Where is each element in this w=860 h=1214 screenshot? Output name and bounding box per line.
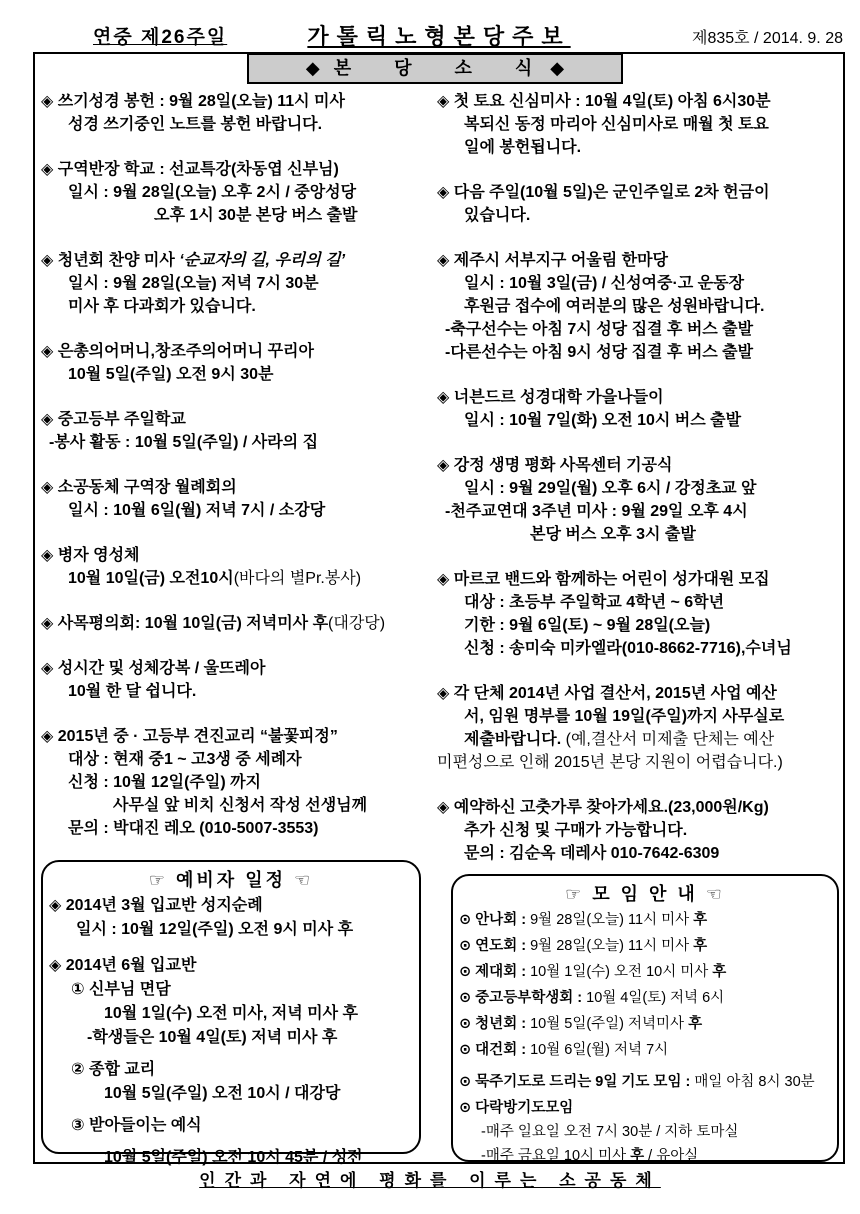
text-line (459, 1038, 831, 1062)
bulletin-item (41, 158, 437, 227)
text-line (437, 477, 841, 500)
text-segment: ◈ 중고등부 주일학교 (41, 411, 186, 428)
footer-motto: 인간과 자연에 평화를 이루는 소공동체 (199, 1171, 661, 1190)
text-line (49, 1082, 413, 1106)
text-line (437, 181, 841, 204)
text-segment: 신청 : 송미숙 미카엘라(010-8662-7716),수녀님 (464, 640, 792, 657)
text-segment: ◈ 마르코 밴드와 함께하는 어린이 성가대원 모집 (437, 571, 770, 588)
bulletin-item (41, 249, 437, 318)
text-line (437, 591, 841, 614)
right-column (437, 90, 841, 887)
text-line (41, 544, 437, 567)
text-line (41, 817, 437, 840)
text-segment: 문의 : 김순옥 데레사 010-7642-6309 (464, 845, 720, 862)
text-line (41, 771, 437, 794)
text-segment: 10월 10일(금) 오전10시 (68, 570, 234, 587)
text-line (49, 954, 413, 978)
text-segment: -천주교연대 3주년 미사 : 9월 29일 오후 4시 (445, 503, 748, 520)
text-segment: 미사 후 다과회가 있습니다. (68, 298, 256, 315)
text-segment: 일시 : 10월 12일(주일) 오전 9시 미사 후 (76, 921, 354, 938)
main-content-box (33, 52, 845, 1164)
text-segment: ◈ 구역반장 학교 : 선교특강(차동엽 신부님) (41, 161, 339, 178)
text-segment: (예,결산서 미제출 단체는 예산 (565, 731, 775, 748)
text-segment: ◈ 너븐드르 성경대학 가을나들이 (437, 389, 664, 406)
text-line (437, 386, 841, 409)
bulletin-item (459, 1096, 831, 1168)
text-segment: 일시 : 9월 29일(월) 오후 6시 / 강정초교 앞 (464, 480, 757, 497)
text-segment: 10월 4일(토) 저녁 6시 (586, 990, 725, 1006)
text-line (49, 1002, 413, 1026)
bulletin-item (459, 986, 831, 1010)
text-line (49, 1058, 413, 1082)
text-line (459, 1120, 831, 1144)
text-line (437, 796, 841, 819)
text-line (437, 682, 841, 705)
bulletin-item (41, 340, 437, 386)
bulletin-item (41, 657, 437, 703)
bulletin-item (459, 1070, 831, 1094)
text-segment: 10월 한 달 쉽니다. (68, 683, 197, 700)
text-line (41, 748, 437, 771)
text-line (459, 934, 831, 958)
section-title-banner (247, 53, 623, 84)
text-segment: ◈ 제주시 서부지구 어울림 한마당 (437, 252, 669, 269)
text-segment: (바다의 별Pr.봉사) (233, 570, 362, 587)
text-line (437, 454, 841, 477)
text-segment: 대상 : 현재 중1 ~ 고3생 중 세례자 (68, 751, 302, 768)
bulletin-item (41, 476, 437, 522)
text-segment: ◈ 다음 주일(10월 5일)은 군인주일로 2차 헌금이 (437, 184, 770, 201)
text-segment: ◈ 소공동체 구역장 월례회의 (41, 479, 237, 496)
issue-number-date: 제835호 / 2014. 9. 28 (691, 30, 843, 47)
text-segment: -축구선수는 아침 7시 성당 집결 후 버스 출발 (445, 321, 754, 338)
text-line (49, 918, 413, 942)
text-segment: ◈ 병자 영성체 (41, 547, 140, 564)
bulletin-item (41, 408, 437, 454)
bulletin-item (41, 725, 437, 840)
bulletin-item (437, 454, 841, 546)
text-line (437, 113, 841, 136)
text-line (459, 986, 831, 1010)
text-line (437, 523, 841, 546)
text-line (437, 409, 841, 432)
text-segment: ◈ 사목평의회: 10월 10일(금) 저녁미사 후 (41, 615, 329, 632)
meeting-box-title: ☞ 모 임 안 내 ☜ (565, 884, 725, 904)
text-line (41, 181, 437, 204)
text-line (437, 272, 841, 295)
text-line (41, 657, 437, 680)
text-line (459, 1144, 831, 1168)
text-segment: 후 (688, 1016, 703, 1032)
text-segment: 후 (712, 964, 727, 980)
text-segment: 10월 1일(수) 오전 10시 미사 (530, 964, 713, 980)
text-segment: -학생들은 10월 4일(토) 저녁 미사 후 (87, 1029, 338, 1046)
text-segment: 일시 : 10월 3일(금) / 신성여중·고 운동장 (464, 275, 745, 292)
text-line (41, 295, 437, 318)
text-line (41, 476, 437, 499)
text-line (459, 908, 831, 932)
text-segment: 9월 28일(오늘) 11시 미사 (530, 912, 694, 928)
text-segment: 사무실 앞 비치 신청서 작성 선생님께 (113, 797, 368, 814)
diamond-icon: ◆ (550, 58, 565, 78)
text-line (41, 680, 437, 703)
text-segment: 10월 5일(주일) 오전 9시 30분 (68, 366, 274, 383)
bulletin-item (437, 568, 841, 660)
bulletin-item (437, 682, 841, 774)
text-segment: ◈ 은총의어머니,창조주의어머니 꾸리아 (41, 343, 314, 360)
bulletin-item (437, 796, 841, 865)
text-line (437, 318, 841, 341)
text-line (49, 1026, 413, 1050)
text-line (41, 340, 437, 363)
text-segment: -다른선수는 아침 9시 성당 집결 후 버스 출발 (445, 344, 754, 361)
diamond-icon: ◆ (305, 58, 320, 78)
text-segment: 본당 버스 오후 3시 출발 (530, 526, 696, 543)
bulletin-item (41, 90, 437, 136)
text-segment: ◈ 강정 생명 평화 사목센터 기공식 (437, 457, 673, 474)
text-line (41, 204, 437, 227)
text-segment: -봉사 활동 : 10월 5일(주일) / 사라의 집 (49, 434, 319, 451)
text-segment: 후 (693, 912, 708, 928)
text-segment: 복되신 동정 마리아 신심미사로 매월 첫 토요 (464, 116, 769, 133)
bulletin-item (437, 90, 841, 159)
text-segment: ◈ 2014년 6월 입교반 (49, 957, 197, 974)
text-line (41, 725, 437, 748)
text-segment: 일시 : 9월 28일(오늘) 오후 2시 / 중앙성당 (68, 184, 357, 201)
text-segment: 10월 5일(주일) 저녁미사 (530, 1016, 689, 1032)
text-segment: 후원금 접수에 여러분의 많은 성원바랍니다. (464, 298, 765, 315)
text-segment: 일시 : 10월 6일(월) 저녁 7시 / 소강당 (68, 502, 326, 519)
text-segment: 기한 : 9월 6일(토) ~ 9월 28일(오늘) (464, 617, 711, 634)
text-segment: 후 (693, 938, 708, 954)
text-line (459, 1096, 831, 1120)
catechumen-schedule-box (41, 860, 421, 1166)
text-segment: ⊙ 묵주기도로 드리는 9일 기도 모임 : (459, 1074, 695, 1090)
text-segment: 10월 5일(주일) 오전 10시 / 대강당 (104, 1085, 341, 1102)
text-segment: 대상 : 초등부 주일학교 4학년 ~ 6학년 (464, 594, 725, 611)
text-segment: ⊙ 청년회 : (459, 1016, 531, 1032)
text-line (437, 90, 841, 113)
text-line (437, 705, 841, 728)
text-line (41, 431, 437, 454)
bulletin-item (49, 954, 413, 1170)
bulletin-item (459, 1012, 831, 1036)
text-line (41, 408, 437, 431)
bulletin-item (437, 249, 841, 364)
text-segment: ⊙ 중고등부학생회 : (459, 990, 587, 1006)
text-line (459, 1012, 831, 1036)
text-line (437, 136, 841, 159)
text-segment: 일시 : 9월 28일(오늘) 저녁 7시 30분 (68, 275, 319, 292)
text-segment: -매주 금요일 10시 미사 (481, 1148, 631, 1164)
liturgical-week-label: 연중 제26주일 (93, 27, 228, 48)
text-segment: ③ 받아들이는 예식 (71, 1117, 202, 1134)
text-segment: / 유아실 (644, 1148, 699, 1164)
text-segment: ⊙ 연도회 : (459, 938, 531, 954)
text-segment: 9월 28일(오늘) 11시 미사 (530, 938, 694, 954)
text-line (437, 249, 841, 272)
text-line (437, 500, 841, 523)
bulletin-item (49, 894, 413, 942)
text-line (41, 612, 437, 635)
text-segment: ⊙ 안나회 : (459, 912, 531, 928)
text-segment: ‘순교자의 길, 우리의 길’ (179, 252, 346, 269)
text-line (437, 842, 841, 865)
text-segment: ◈ 성시간 및 성체강복 / 울뜨레아 (41, 660, 266, 677)
bulletin-header (33, 20, 845, 50)
text-line (41, 499, 437, 522)
text-line (437, 295, 841, 318)
text-segment: 10월 6일(월) 저녁 7시 (530, 1042, 669, 1058)
text-line (41, 794, 437, 817)
text-line (41, 272, 437, 295)
text-line (49, 894, 413, 918)
text-line (437, 341, 841, 364)
catechumen-box-title: ☞ 예비자 일정 ☜ (148, 870, 314, 890)
text-segment: 추가 신청 및 구매가 가능합니다. (464, 822, 688, 839)
text-segment: ◈ 예약하신 고춧가루 찾아가세요.(23,000원/Kg) (437, 799, 769, 816)
text-line (49, 978, 413, 1002)
catechumen-items (49, 894, 413, 1170)
text-segment: 10월 1일(수) 오전 미사, 저녁 미사 후 (104, 1005, 358, 1022)
text-segment: 후 (630, 1148, 645, 1164)
bulletin-item (437, 386, 841, 432)
text-segment: 오후 1시 30분 본당 버스 출발 (154, 207, 358, 224)
text-line (41, 90, 437, 113)
text-line (41, 158, 437, 181)
text-segment: ◈ 2014년 3월 입교반 성지순례 (49, 897, 263, 914)
text-line (437, 568, 841, 591)
text-line (49, 1114, 413, 1138)
text-segment: 일에 봉헌됩니다. (464, 139, 582, 156)
text-segment: ⊙ 다락방기도모임 (459, 1100, 574, 1116)
text-line (437, 204, 841, 227)
bulletin-item (41, 612, 437, 635)
text-line (41, 363, 437, 386)
text-segment: ① 신부님 면담 (71, 981, 171, 998)
text-segment: ⊙ 대건회 : (459, 1042, 531, 1058)
text-line (437, 819, 841, 842)
text-line (41, 113, 437, 136)
text-line (437, 751, 841, 774)
text-segment: ◈ 쓰기성경 봉헌 : 9월 28일(오늘) 11시 미사 (41, 93, 345, 110)
text-segment: ◈ 2015년 중 · 고등부 견진교리 “불꽃피정” (41, 728, 338, 745)
text-segment: -매주 일요일 오전 7시 30분 / 지하 토마실 (481, 1124, 739, 1140)
text-segment: ◈ 각 단체 2014년 사업 결산서, 2015년 사업 예산 (437, 685, 777, 702)
text-segment: 제출바랍니다. (464, 731, 566, 748)
bulletin-item (459, 1038, 831, 1062)
bulletin-item (459, 934, 831, 958)
text-segment: (대강당) (328, 615, 386, 632)
bulletin-title: 가톨릭노형본당주보 (307, 24, 571, 49)
text-segment: ② 종합 교리 (71, 1061, 156, 1078)
text-line (437, 637, 841, 660)
text-segment: ⊙ 제대회 : (459, 964, 531, 980)
bulletin-item (41, 544, 437, 590)
meeting-guide-box (451, 874, 839, 1162)
text-line (41, 249, 437, 272)
left-column (41, 90, 437, 862)
text-segment: 신청 : 10월 12일(주일) 까지 (68, 774, 262, 791)
text-segment: ◈ 첫 토요 신심미사 : 10월 4일(토) 아침 6시30분 (437, 93, 771, 110)
meeting-items (459, 908, 831, 1168)
bulletin-item (459, 908, 831, 932)
text-segment: ◈ 청년회 찬양 미사 (41, 252, 180, 269)
bulletin-item (459, 960, 831, 984)
text-segment: 미편성으로 인해 2015년 본당 지원이 어렵습니다.) (437, 754, 783, 771)
bulletin-item (437, 181, 841, 227)
text-segment: 일시 : 10월 7일(화) 오전 10시 버스 출발 (464, 412, 742, 429)
text-line (437, 614, 841, 637)
text-line (41, 567, 437, 590)
text-segment: 매일 아침 8시 30분 (694, 1074, 815, 1090)
text-segment: 있습니다. (464, 207, 531, 224)
text-line (459, 1070, 831, 1094)
text-segment: 서, 임원 명부를 10월 19일(주일)까지 사무실로 (464, 708, 785, 725)
text-segment: 10월 5일(주일) 오전 10시 45분 / 성전 (104, 1149, 363, 1166)
text-segment: 문의 : 박대진 레오 (010-5007-3553) (68, 820, 319, 837)
text-segment: 성경 쓰기중인 노트를 봉헌 바랍니다. (68, 116, 323, 133)
section-title-text: 본 당 소 식 (333, 58, 537, 78)
text-line (459, 960, 831, 984)
text-line (437, 728, 841, 751)
